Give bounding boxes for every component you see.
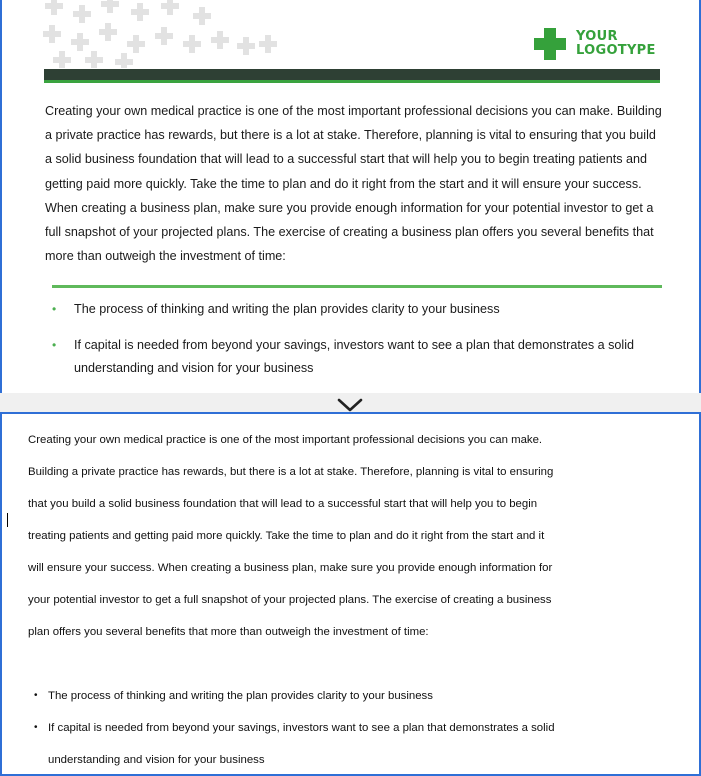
list-item-text: understanding and vision for your business xyxy=(48,754,265,766)
section-rule xyxy=(52,285,662,288)
text-line: Building a private practice has rewards, but there is a lot at stake. Therefore, planning is vital to ensuring xyxy=(28,466,554,478)
chevron-down-icon[interactable] xyxy=(336,397,364,413)
header-accent-line xyxy=(44,80,660,83)
list-item xyxy=(52,298,662,321)
bullet-icon: • xyxy=(52,338,57,352)
bullet-icon: • xyxy=(34,690,38,701)
text-line: Creating your own medical practice is one of the most important professional decisions you can make. xyxy=(28,434,543,446)
text-line: that you build a solid business foundation that will lead to a successful start that will help you to begin xyxy=(28,498,538,510)
header-bar xyxy=(44,69,660,80)
logo-line-1: YOUR xyxy=(576,29,618,44)
list-item xyxy=(52,334,662,380)
medical-cross-icon xyxy=(532,26,568,62)
text-line: treating patients and getting paid more quickly. Take the time to plan and do it right from the start and it xyxy=(28,530,545,542)
list-item-text: The process of thinking and writing the plan provides clarity to your business xyxy=(48,690,433,702)
text-line: plan offers you several benefits that more than outweigh the investment of time: xyxy=(28,626,429,638)
bullet-icon: • xyxy=(52,302,57,316)
bullet-icon: • xyxy=(34,722,38,733)
text-line: will ensure your success. When creating a business plan, make sure you provide enough information for xyxy=(28,562,553,574)
list-item-text: If capital is needed from beyond your savings, investors want to see a plan that demonstrates a solid understanding and vision for your business xyxy=(74,338,635,375)
logo xyxy=(532,26,692,62)
logo-text xyxy=(576,30,656,58)
plain-text-panel[interactable] xyxy=(0,412,701,776)
logo-line-2: LOGOTYPE xyxy=(576,43,656,58)
list-item-text: If capital is needed from beyond your savings, investors want to see a plan that demonstrates a solid xyxy=(48,722,555,734)
intro-paragraph: Creating your own medical practice is one of the most important professional decisions you can make. Building a private practice has rewards, but there is a lot at stake. Therefore, planning is vital to ensuring that you build a solid business foundation that will lead to a successful start that will help you to begin treating patients and getting paid more quickly. Take the time to plan and do it right from the start and it will ensure your success. When creating a business plan, make sure you provide enough information for your potential investor to get a full snapshot of your projected plans. The exercise of creating a business plan offers you several benefits that more than outweigh the investment of time: xyxy=(45,104,662,264)
benefits-list xyxy=(52,298,662,393)
text-cursor xyxy=(7,513,8,527)
list-item-text: The process of thinking and writing the plan provides clarity to your business xyxy=(74,302,500,316)
cross-pattern-decoration xyxy=(42,0,282,68)
text-line: your potential investor to get a full snapshot of your projected plans. The exercise of creating a business xyxy=(28,594,552,606)
